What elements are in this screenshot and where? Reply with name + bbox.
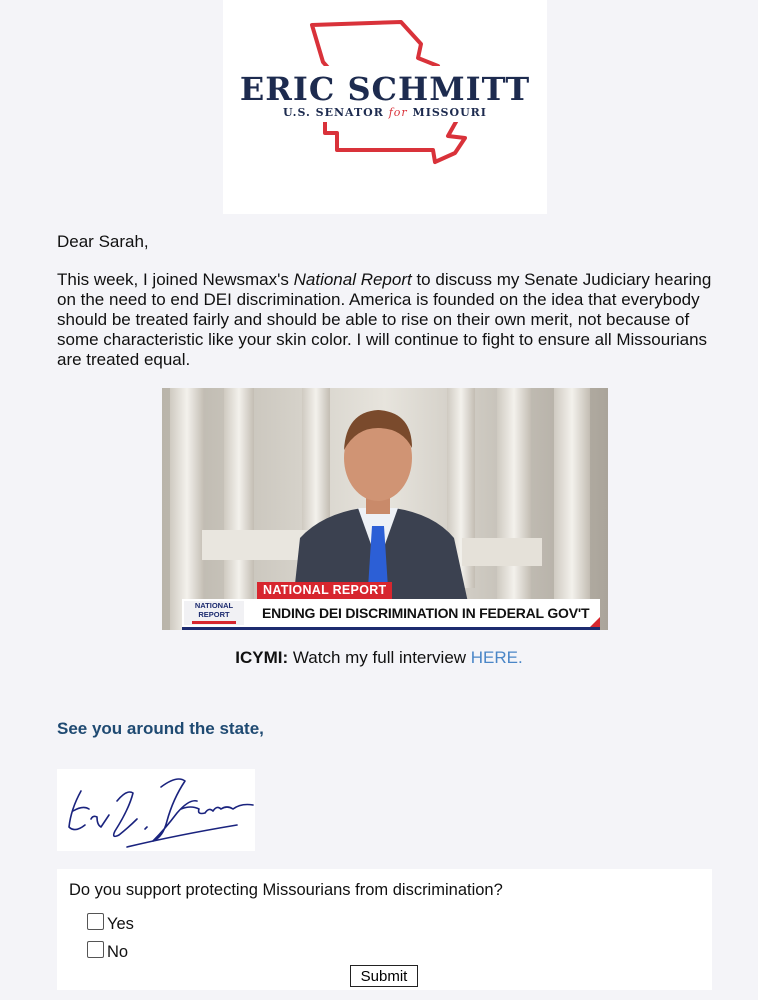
- senator-logo: [223, 0, 547, 214]
- logo-name: ERIC SCHMITT: [239, 70, 531, 108]
- corner-accent: [590, 617, 600, 627]
- interview-link[interactable]: HERE.: [470, 648, 523, 667]
- greeting: Dear Sarah,: [57, 232, 149, 251]
- signature-image: [57, 769, 255, 851]
- option-yes[interactable]: Yes: [87, 913, 134, 934]
- no-checkbox[interactable]: [87, 941, 104, 958]
- body-paragraph: This week, I joined Newsmax's National Report to discuss my Senate Judiciary hearing on the need to end DEI discrimination. America is founded on the idea that everybody should be treated fairly and should be able to rise on their own merit, not because of some characteristic like your skin color. I will continue to fight to ensure all Missourians are treated equal.: [57, 270, 712, 369]
- signoff: See you around the state,: [57, 719, 264, 738]
- signature: [57, 769, 255, 851]
- logo-subtitle: U.S. SENATOR for MISSOURI: [283, 106, 487, 119]
- option-no[interactable]: No: [87, 941, 128, 962]
- icymi-line: ICYMI: Watch my full interview HERE.: [235, 648, 523, 667]
- yes-checkbox[interactable]: [87, 913, 104, 930]
- video-headline: ENDING DEI DISCRIMINATION IN FEDERAL GOV'T: [262, 605, 590, 621]
- show-tag: NATIONAL REPORT: [257, 582, 392, 599]
- show-title: National Report: [293, 270, 412, 289]
- lower-third-bar: [182, 627, 600, 630]
- poll-question: Do you support protecting Missourians from discrimination?: [69, 881, 503, 899]
- poll-form: [57, 869, 712, 990]
- submit-button[interactable]: Submit: [350, 965, 418, 987]
- national-report-logo: NATIONAL REPORT: [184, 601, 244, 625]
